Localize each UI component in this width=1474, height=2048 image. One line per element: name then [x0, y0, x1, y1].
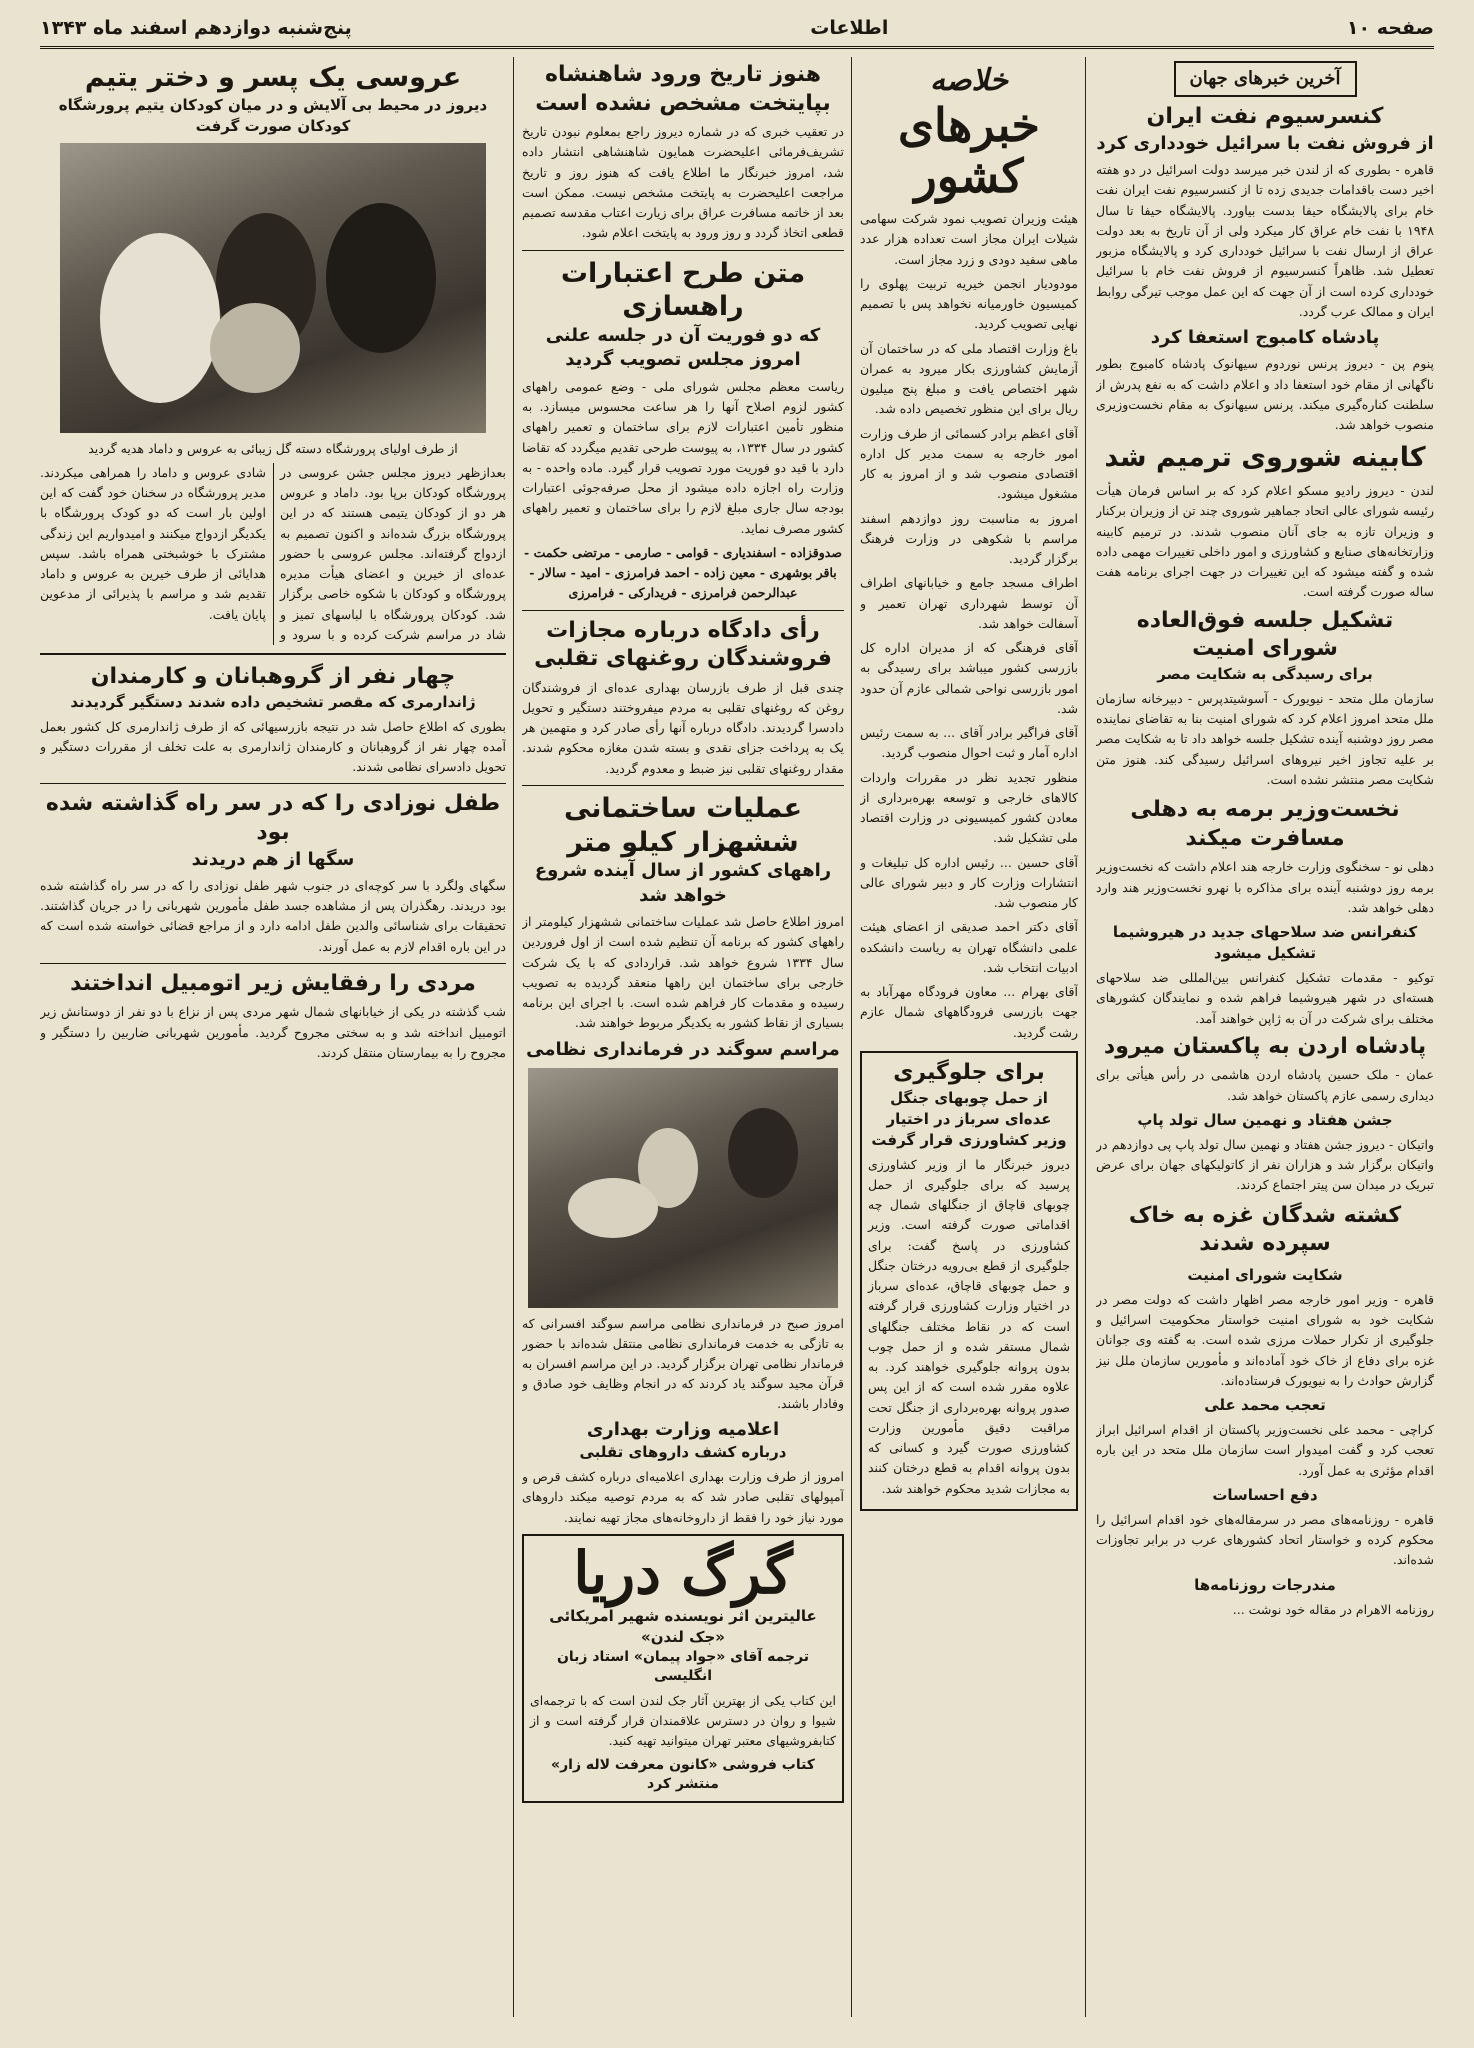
headline: پادشاه کامبوج استعفا کرد: [1150, 327, 1380, 349]
news-item: آقای فراگیر برادر آقای ... به سمت رئیس اداره آمار و ثبت احوال منصوب گردید.: [860, 725, 1078, 761]
subheadline: ژاندارمری که مقصر تشخیص داده شدند دستگیر گردیدند: [70, 692, 476, 711]
headline: رأی دادگاه درباره مجازات فروشندگان روغنهای تقلبی: [534, 617, 832, 672]
photo-figure: [728, 1108, 798, 1198]
headline: مردی را رفقایش زیر اتومبیل انداختند: [70, 970, 476, 996]
article-body: امروز اطلاع حاصل شد عملیات ساختمانی ششهزار کیلومتر از راههای کشور که برنامه آن تنظیم شده است از اول فروردین سال ۱۳۳۴ شروع خواهد شد. قراردادی که با یک شرکت خارجی برای ساختمان این راهها منعقد گردیده به تصویب رسیده و مقدمات کار فراهم شده است. با اجرای این برنامه بسیاری از نقاط کشور به یکدیگر مربوط خواهند شد.: [522, 914, 844, 1031]
subheadline: دیروز در محیط بی آلایش و در میان کودکان یتیم پرورشگاه کودکان صورت گرفت: [58, 95, 488, 135]
divider: [40, 963, 506, 964]
article-body: بعدازظهر دیروز مجلس جشن عروسی در پرورشگاه کودکان برپا بود. داماد و عروس هر دو از کودکان یتیمی هستند که در این پرورشگاه بزرگ شده‌اند و اکنون تصمیم به ازدواج گرفته‌اند. مجلس عروسی با حضور عده‌ای از خیرین و اعضای هیأت مدیره پرورشگاه و کودکان با شکوه خاصی برگزار شد. کودکان پرورشگاه با لباسهای تمیز و شاد در مراسم شرکت کرده و با سرود و شادی عروس و داماد را همراهی میکردند. مدیر پرورشگاه در سخنان خود گفت که این اولین بار است که دو کودک پرورشگاه با یکدیگر ازدواج میکنند و امیدواریم این زندگی مشترک با خوشبختی همراه باشد. سپس هدایائی از طرف خیرین به عروس و داماد تقدیم شد و مراسم با پذیرائی از مدعوین پایان یافت.: [40, 464, 506, 642]
subheadline: دفع احساسات: [1212, 1485, 1318, 1504]
local-news-column: [40, 57, 506, 1067]
article-body: قاهره - روزنامه‌های مصر در سرمقاله‌های خود اقدام اسرائیل را محکوم کرده و خواستار اتحاد کشورهای عرب در برابر تجاوزات شده‌اند.: [1096, 1511, 1434, 1568]
photo-figure: [568, 1178, 658, 1238]
subheadline: مندرجات روزنامه‌ها: [1194, 1575, 1336, 1594]
headline: کنسرسیوم نفت ایران: [1146, 104, 1384, 130]
subheadline: سگها از هم دریدند: [191, 848, 355, 870]
article-body: بطوری که اطلاع حاصل شد در نتیجه بازرسیهائی که از طرف ژاندارمری کل کشور بعمل آمده چهار نفر از گروهبانان و کارمندان ژاندارمری به علت تخلف از مقررات دستگیر و تحویل دادسرای نظامی شدند.: [40, 718, 506, 775]
subheadline: درباره کشف داروهای تقلبی: [579, 1443, 787, 1462]
headline: متن طرح اعتبارات راهسازی: [560, 257, 806, 323]
divider: [522, 250, 844, 251]
subheadline: که دو فوریت آن در جلسه علنی امروز مجلس تصویب گردید: [545, 325, 821, 371]
news-item: آقای حسین ... رئیس اداره کل تبلیغات و انتشارات وزارت کار و دبیر شورای عالی کار منصوب شد.: [860, 854, 1078, 911]
headline: چهار نفر از گروهبانان و کارمندان: [90, 664, 456, 689]
article-body: امروز از طرف وزارت بهداری اعلامیه‌ای درباره کشف قرص و آمپولهای تقلبی صادر شد که به مردم توصیه میکند داروهای مورد نیاز خود را فقط از داروخانه‌های مجاز تهیه نمایند.: [522, 1469, 844, 1525]
subheadline: راههای کشور از سال آینده شروع خواهد شد: [534, 860, 832, 906]
column-rule: [1085, 57, 1086, 2017]
world-news-box-label: آخرین خبرهای جهان: [1174, 61, 1357, 97]
article-body: ریاست معظم مجلس شورای ملی - وضع عمومی راههای کشور لزوم اصلاح آنها را هر ساعت محسوس میسازد. به منظور تأمین اعتبارات لازم برای ساختمان و تعمیر راههای کشور در سال ۱۳۳۴، به پیوست طرحی تقدیم میگردد که تقاضا دارد با قید دو فوریت مورد تصویب قرار گیرد. ماده واحده - به وزارت راه اجازه داده میشود از محل صرفه‌جوئی اعتبارات بودجه سال جاری مبلغ لازم را برای ساختمان و تعمیر راههای کشور مصرف نماید.: [522, 378, 844, 536]
headline: کابینه شوروی ترمیم شد: [1104, 442, 1426, 474]
article-body: چندی قبل از طرف بازرسان بهداری عده‌ای از فروشندگان روغن که روغنهای تقلبی به مردم میفروختند دستگیر و تحویل دادسرا گردیدند. دادگاه درباره آنها رأی صادر کرد و متهمین هر یک به پرداخت جزای نقدی و بسته شدن مغازه محکوم شدند. مقدار روغنهای تقلبی نیز ضبط و معدوم گردید.: [522, 679, 844, 776]
box-headline: برای جلوگیری: [893, 1059, 1045, 1085]
article-body: عمان - ملک حسین پادشاه اردن هاشمی در رأس هیأتی برای دیداری رسمی عازم پاکستان خواهد شد.: [1096, 1067, 1434, 1103]
box-body: دیروز خبرنگار ما از وزیر کشاورزی پرسید که برای جلوگیری از حمل چوبهای قاچاق از جنگلهای شمال چه اقداماتی صورت گرفته است. وزیر کشاورزی در پاسخ گفت: برای جلوگیری از قطع بی‌رویه درختان جنگل و حمل چوبهای قاچاق، عده‌ای سرباز در اختیار وزارت کشاورزی قرار گرفته است که در نقاط مختلف جنگلهای شمال مستقر شده و از حمل چوب بدون پروانه جلوگیری خواهند کرد. به علاوه مقرر شده است که از این پس صدور پروانه بهره‌برداری از جنگل تحت مراقبت دقیق مأمورین وزارت کشاورزی صورت گیرد و کسانی که بدون پروانه اقدام به قطع درختان کنند به مجازات شدید محکوم خواهند شد.: [868, 1156, 1070, 1496]
subheadline: از فروش نفت با سرائیل خودداری کرد: [1096, 132, 1434, 154]
article-body: شب گذشته در یکی از خیابانهای شمال شهر مردی پس از نزاع با دو نفر از دوستانش زیر اتومبیل انداخته شد و به سختی مجروح گردید. مأمورین شهربانی ضاربین را دستگیر و مجروح را به بیمارستان منتقل کردند.: [40, 1004, 506, 1060]
news-item: آقای دکتر احمد صدیقی از اعضای هیئت علمی دانشگاه تهران به ریاست دانشکده ادبیات انتخاب شد.: [860, 919, 1078, 975]
paper-name: اطلاعات: [810, 17, 889, 39]
masthead: [40, 10, 1434, 49]
headline: تشکیل جلسه فوق‌العاده شورای امنیت: [1136, 607, 1394, 662]
article-body: در تعقیب خبری که در شماره دیروز راجع بمعلوم نبودن تاریخ تشریف‌فرمائی اعلیحضرت همایون شاهنشاهی انتشار داده شد، امروز خبرنگار ما اطلاع یافت که هنوز روز و تاریخ مراجعت اعلیحضرت به پایتخت مشخص نیست. ممکن است بعد از خاتمه مسافرت عراق برای زیارت اعتاب مقدسه تصمیم قطعی اتخاذ گردد و روز ورود به پایتخت اعلام شود.: [522, 124, 844, 241]
ad-body: این کتاب یکی از بهترین آثار جک لندن است که با ترجمه‌ای شیوا و روان در دسترس علاقمندان قرار گرفته است و از کتابفروشیهای معتبر تهران میتوانید تهیه کنید.: [530, 1692, 836, 1749]
world-news-column: [1096, 57, 1434, 1624]
photo-figure: [100, 233, 220, 403]
issue-date: پنج‌شنبه دوازدهم اسفند ماه ۱۳۴۳: [40, 17, 352, 39]
article-body: پنوم پن - دیروز پرنس نوردوم سیهانوک پادشاه کامبوج بطور ناگهانی از مقام خود استعفا داد و اعلام داشت که به نفع پدرش از سلطنت کناره‌گیری میکند. پرنس سیهانوک به مقام نخست‌وزیری منصوب خواهد شد.: [1096, 356, 1434, 433]
headline: کنفرانس ضد سلاحهای جدید در هیروشیما تشکیل میشود: [1112, 923, 1418, 963]
news-item: آقای بهرام ... معاون فرودگاه مهرآباد به جهت بازرسی فرودگاههای شمال عازم رشت گردید.: [860, 984, 1078, 1040]
page-number: صفحه ۱۰: [1346, 17, 1434, 39]
section-title: خبرهای کشور: [898, 98, 1040, 203]
signatories: صدوقزاده - اسفندیاری - قوامی - صارمی - مرتضی حکمت - باقر بوشهری - معین زاده - احمد فرامرزی - امید - سالار - عبدالرحمن فرامرزی - فریدارکی - فرامرزی: [524, 544, 842, 601]
subheadline: تعجب محمد علی: [1204, 1396, 1326, 1415]
column-rule: [851, 57, 852, 2017]
divider: [40, 653, 506, 655]
news-item: آقای فرهنگی که از مدیران اداره کل بازرسی کشور میباشد برای رسیدگی به امور بازرسی نواحی شمالی عازم آن حدود شد.: [860, 640, 1078, 716]
divider: [522, 610, 844, 611]
ad-title: گرگ دریا: [573, 1538, 793, 1607]
national-news-column: [860, 57, 1078, 1511]
ad-translator: ترجمه آقای «جواد پیمان» استاد زبان انگلیسی: [556, 1648, 810, 1685]
center-column: [522, 57, 844, 1803]
headline: عملیات ساختمانی ششهزار کیلو متر: [563, 792, 803, 858]
book-advertisement: [522, 1534, 844, 1803]
article-body: قاهره - وزیر امور خارجه مصر اظهار داشت که دولت مصر در شکایت خود به شورای امنیت خواستار محکومیت اسرائیل و جلوگیری از تکرار حملات مرزی شده است. به گفته وی جوانان غزه برای دفاع از خاک خود آماده‌اند و مأمورین سازمان ملل نیز گزارش حوادث را به نیویورک فرستاده‌اند.: [1096, 1291, 1434, 1388]
subheadline: برای رسیدگی به شکایت مصر: [1157, 664, 1373, 683]
headline: طفل نوزادی را که در سر راه گذاشته شده بود: [45, 791, 501, 845]
column-rule: [513, 57, 514, 2017]
headline: اعلامیه وزارت بهداری: [586, 1418, 780, 1440]
news-item: هیئت وزیران تصویب نمود شرکت سهامی شیلات ایران مجاز است تعداده هزار عدد ماهی سفید دودی و زرد مجاز است.: [860, 211, 1078, 267]
news-item: اطراف مسجد جامع و خیابانهای اطراف آن توسط شهرداری تهران تعمیر و آسفالت خواهد شد.: [860, 575, 1078, 631]
article-body: سگهای ولگرد با سر کوچه‌ای در جنوب شهر طفل نوزادی را که در سر راه گذاشته شده بود دریدند. رهگذران پس از مشاهده جسد طفل مأمورین شهربانی را در جریان گذاشتند. تحقیقات برای شناسائی والدین طفل ادامه دارد و از مراجع قضائی خواسته شده است که در این باره اقدام لازم به عمل آورند.: [40, 877, 506, 954]
news-items: [860, 209, 1078, 1043]
summary-label: خلاصه: [929, 63, 1008, 98]
news-item: منظور تجدید نظر در مقررات واردات کالاهای خارجی و توسعه بهره‌برداری از معادن کشور کمیسیونی در وزارت اقتصاد ملی تشکیل شد.: [860, 769, 1078, 846]
article-body: قاهره - بطوری که از لندن خبر میرسد دولت اسرائیل در دو هفته اخیر دست باقدامات جدیدی زده تا از کنسرسیوم نفت ایران نفت خام برای پالایشگاه حیفا بدست بیاورد. پالایشگاه حیفا تا سال ۱۹۴۸ با نفت خام عراق کار میکرد ولی از آن تاریخ به بعد دولت عراق از ارسال نفت با سرائیل خودداری کرد و پالایشگاه مزبور تعطیل شد. ظاهراً کنسرسیوم از فروش نفت خام با سرائیل خودداری کرده است از آن جهت که این عمل موجب تیرگی روابط ایران و ممالک عرب گردد.: [1096, 162, 1434, 319]
photo-figure: [326, 203, 436, 353]
headline: پادشاه اردن به پاکستان میرود: [1103, 1033, 1427, 1059]
divider: [522, 785, 844, 786]
divider: [40, 783, 506, 784]
news-item: باغ وزارت اقتصاد ملی که در ساختمان آن آزمایش کشاورزی بکار میرود به عمران شهر اختصاص یافت و مبلغ پنج میلیون ریال برای این منظور تخصیص داده شد.: [860, 340, 1078, 417]
columns: [40, 57, 1434, 2017]
article-body: توکیو - مقدمات تشکیل کنفرانس بین‌المللی ضد سلاحهای هسته‌ای در شهر هیروشیما فراهم شده و نمایندگان کشورهای مختلف برای شرکت در آن به ژاپن خواهند آمد.: [1096, 970, 1434, 1026]
article-body: کراچی - محمد علی نخست‌وزیر پاکستان از اقدام اسرائیل ابراز تعجب کرد و گفت امیدوار است سازمان ملل متحد در این باره اقدام مؤثری به عمل آورد.: [1096, 1422, 1434, 1478]
article-body: روزنامه الاهرام در مقاله خود نوشت ...: [1232, 1601, 1434, 1617]
article-body: لندن - دیروز رادیو مسکو اعلام کرد که بر اساس فرمان هیأت رئیسه شورای عالی اتحاد جماهیر شوروی چند تن از وزیران برکنار و وزیران تازه به جای آنان منصوب شدند. در ترمیم کابینه وزارتخانه‌های صنایع و کشاورزی و امور داخلی تغییرات مهمی داده شده و گفته میشود که این تغییرات در جهت اجرای برنامه هفت ساله صورت گرفته است.: [1096, 483, 1434, 600]
headline: هنوز تاریخ ورود شاهنشاه بپایتخت مشخص نشده است: [535, 62, 831, 116]
oath-ceremony-photo: [528, 1068, 838, 1308]
ad-footer: کتاب فروشی «کانون معرفت لاله زار» منتشر کرد: [551, 1756, 815, 1793]
headline: جشن هفتاد و نهمین سال تولد پاپ: [1137, 1110, 1393, 1129]
news-item: آقای اعظم برادر کسمائی از طرف وزارت امور خارجه به سمت مدیر کل اداره اقتصادی منصوب شد و از امروز به کار مشغول میشود.: [860, 425, 1078, 502]
article-body: سازمان ملل متحد - نیویورک - آسوشیتدپرس - دبیرخانه سازمان ملل متحد امروز اعلام کرد که شورای امنیت بنا به تقاضای نماینده مصر روز دوشنبه آینده تشکیل جلسه خواهد داد تا به شکایت مصر بر علیه تجاوز اخیر نیروهای اسرائیل رسیدگی کند. هنوز متن شکایت مصر منتشر نشده است.: [1096, 690, 1434, 787]
photo-caption: امروز صبح در فرمانداری نظامی مراسم سوگند افسرانی که به تازگی به خدمت فرمانداری نظامی منتقل شده‌اند با حضور فرماندار نظامی تهران برگزار گردید. در این مراسم افسران به قرآن مجید سوگند یاد کردند که در انجام وظایف خود صادق و وفادار باشند.: [522, 1315, 844, 1411]
news-item: مودودیار انجمن خیریه تربیت پهلوی را کمیسیون خاورمیانه نخواهد پس با تصمیم نهایی تصویب کردید.: [860, 275, 1078, 332]
wedding-photo: [60, 143, 486, 433]
photo-caption: از طرف اولیای پرورشگاه دسته گل زیبائی به عروس و داماد هدیه گردید: [88, 440, 458, 456]
article-body: دهلی نو - سخنگوی وزارت خارجه هند اعلام داشت که نخست‌وزیر برمه روز دوشنبه آینده برای مذاکره با نهرو نخست‌وزیر هند وارد دهلی خواهد شد.: [1096, 859, 1434, 915]
headline: کشته شدگان غزه به خاک سپرده شدند: [1128, 1202, 1402, 1257]
subheadline: شکایت شورای امنیت: [1187, 1265, 1343, 1284]
forest-box: [860, 1051, 1078, 1511]
photo-headline: مراسم سوگند در فرمانداری نظامی: [526, 1038, 840, 1060]
headline: عروسی یک پسر و دختر یتیم: [84, 62, 462, 93]
photo-figure: [210, 303, 300, 393]
ad-subtitle: عالیترین اثر نویسنده شهیر امریکائی «جک لندن»: [549, 1606, 817, 1646]
article-body: واتیکان - دیروز جشن هفتاد و نهمین سال تولد پاپ پی دوازدهم در واتیکان برگزار شد و هزاران نفر از کاتولیکهای جهان برای عرض تبریک در میدان سن پیتر اجتماع کردند.: [1096, 1136, 1434, 1193]
headline: نخست‌وزیر برمه به دهلی مسافرت میکند: [1130, 797, 1400, 851]
box-subheadline: از حمل چوبهای جنگل عده‌ای سرباز در اختیار وزیر کشاورزی قرار گرفت: [871, 1088, 1067, 1149]
news-item: امروز به مناسبت روز دوازدهم اسفند مراسم با شکوهی در وزارت فرهنگ برگزار گردید.: [860, 510, 1078, 567]
